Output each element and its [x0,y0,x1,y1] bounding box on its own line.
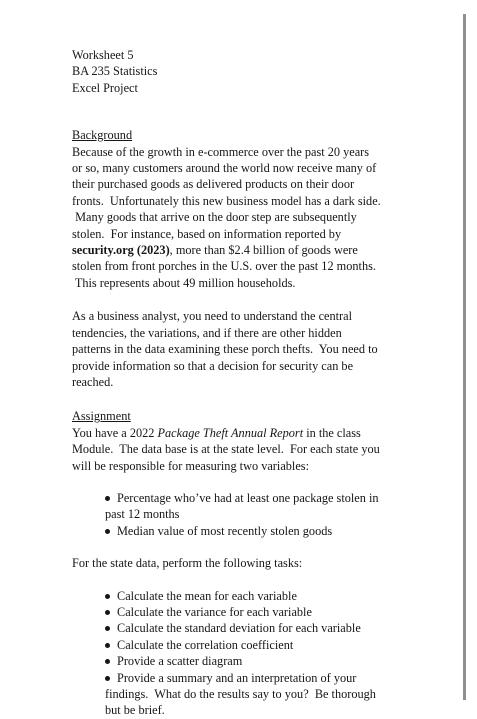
assignment-paragraph [72,425,410,474]
list-item [105,637,410,653]
paragraph-line: their purchased goods as delivered products on their door [72,177,355,192]
paragraph-line: This represents about 49 million households. [72,275,296,290]
variable-text-continued: past 12 months [105,507,180,522]
paragraph-line: provide information so that a decision for security can be [72,358,354,373]
intro-prefix: You have a 2022 [72,425,158,440]
analyst-paragraph [72,308,410,390]
source-citation: security.org (2023) [72,243,170,258]
document-header [72,47,410,96]
assignment-heading: Assignment [72,409,131,424]
project-name: Excel Project [72,80,138,95]
background-section [72,127,410,291]
paragraph-line: Many goods that arrive on the door step are subsequently [72,210,357,225]
paragraph-line: stolen from front porches in the U.S. over the past 12 months. [72,259,376,274]
paragraph-line: fronts. Unfortunately this new business model has a dark side. [72,193,381,208]
task-text: Calculate the mean for each variable [117,588,297,603]
page-edge-bar [463,14,466,700]
task-text: Calculate the variance for each variable [117,604,312,619]
source-continuation: , more than $2.4 billion of goods were [169,243,358,258]
paragraph-line: Module. The data base is at the state level. For each state you [72,442,380,457]
worksheet-number: Worksheet 5 [72,48,134,62]
list-item [105,620,410,636]
document-body [72,47,410,719]
list-item [105,653,410,669]
report-title: Package Theft Annual Report [157,425,304,440]
variable-text: Percentage who’ve had at least one package stolen in [117,490,379,505]
list-item [105,604,410,620]
list-item [105,523,410,539]
tasks-list [72,588,410,719]
task-text-continued: but be brief. [105,703,165,718]
paragraph-line: will be responsible for measuring two variables: [72,458,309,473]
intro-suffix: in the class [303,425,361,440]
paragraph-line: or so, many customers around the world now receive many of [72,161,377,176]
paragraph-line: reached. [72,374,114,389]
paragraph-line: stolen. For instance, based on information reported by [72,226,342,241]
background-heading: Background [72,128,133,143]
paragraph-line: As a business analyst, you need to understand the central [72,309,353,324]
paragraph-line-with-source [72,242,410,258]
paragraph-line: patterns in the data examining these porch thefts. You need to [72,342,378,357]
task-text: Provide a summary and an interpretation of your [117,670,357,685]
paragraph-line: Because of the growth in e-commerce over the past 20 years [72,144,370,159]
task-text: Calculate the correlation coefficient [117,637,294,652]
list-item [105,670,410,719]
task-text-continued: findings. What do the results say to you? Be thorough [105,687,376,701]
variables-list [72,490,410,539]
task-text: Calculate the standard deviation for each variable [117,621,361,636]
paragraph-line-with-title [72,425,410,441]
background-paragraph [72,144,410,292]
assignment-section [72,408,410,719]
tasks-intro: For the state data, perform the following tasks: [72,556,303,571]
course-name: BA 235 Statistics [72,64,158,79]
variable-text: Median value of most recently stolen goods [117,523,333,538]
list-item [105,490,410,523]
task-text: Provide a scatter diagram [117,654,243,669]
paragraph-line: tendencies, the variations, and if there are other hidden [72,325,342,340]
list-item [105,588,410,604]
